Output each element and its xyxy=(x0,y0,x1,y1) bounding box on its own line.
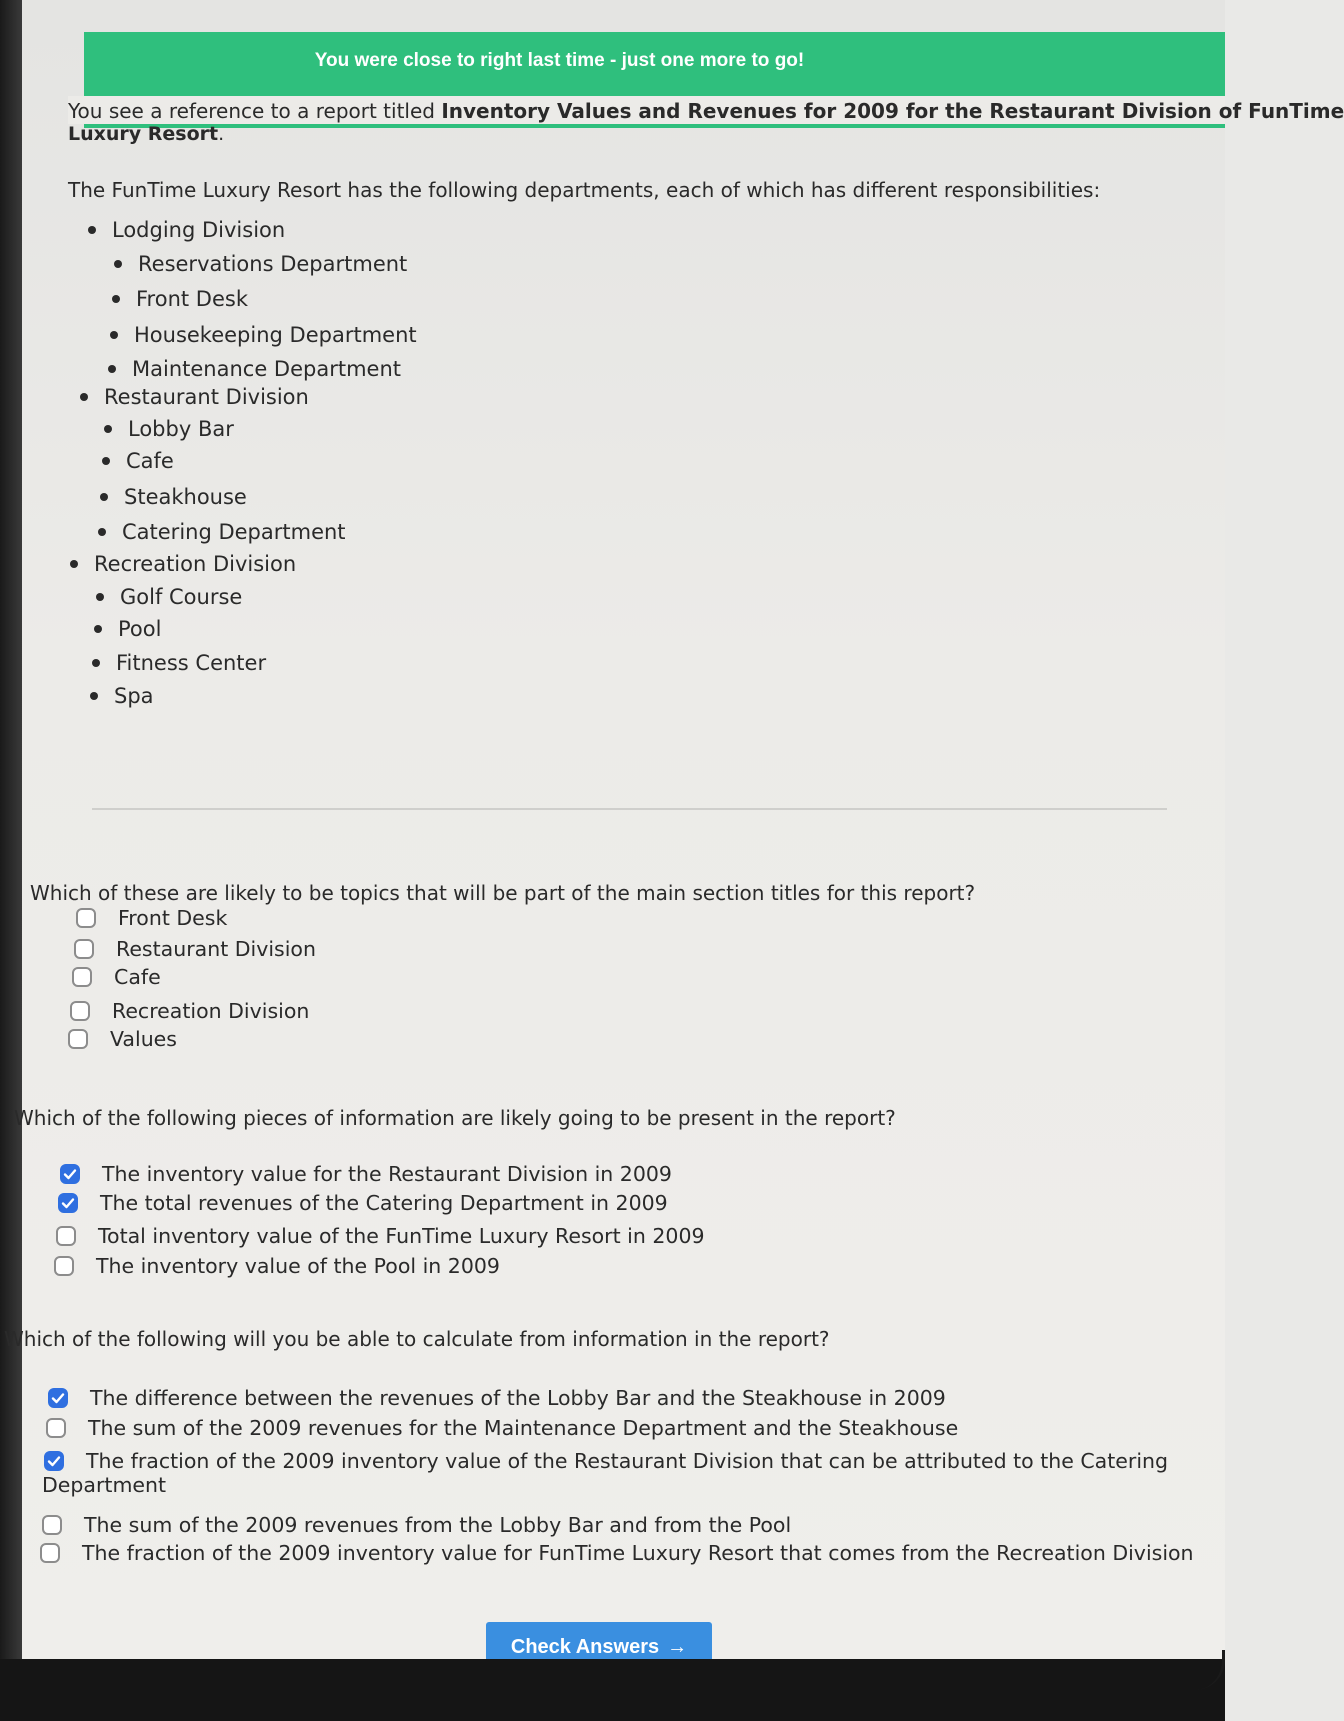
answer-option[interactable] xyxy=(58,1191,668,1215)
answer-option[interactable] xyxy=(76,906,227,930)
answer-option-label: The sum of the 2009 revenues from the Lobby Bar and from the Pool xyxy=(84,1513,792,1537)
answer-option[interactable] xyxy=(56,1224,705,1248)
answer-option[interactable] xyxy=(54,1254,500,1278)
bullet-dot-icon xyxy=(70,560,78,568)
department-item-label: Spa xyxy=(114,684,154,708)
answer-option[interactable] xyxy=(40,1541,1194,1565)
bullet-dot-icon xyxy=(92,659,100,667)
question-prompt: Which of the following pieces of information are likely going to be present in the report? xyxy=(14,1106,896,1130)
department-item-label: Front Desk xyxy=(136,287,248,311)
division-item xyxy=(70,552,296,576)
feedback-banner xyxy=(84,32,1225,90)
checkbox-icon[interactable] xyxy=(72,967,92,987)
checkbox-checked-icon[interactable] xyxy=(44,1451,64,1471)
answer-option-label: Values xyxy=(110,1027,177,1051)
answer-option[interactable] xyxy=(72,965,161,989)
screen xyxy=(22,0,1225,1659)
department-item xyxy=(96,585,242,609)
checkbox-icon[interactable] xyxy=(76,908,96,928)
checkbox-icon[interactable] xyxy=(68,1029,88,1049)
checkbox-checked-icon[interactable] xyxy=(48,1388,68,1408)
answer-option-label: The sum of the 2009 revenues for the Maintenance Department and the Steakhouse xyxy=(88,1416,959,1440)
department-item-label: Steakhouse xyxy=(124,485,247,509)
department-item-label: Catering Department xyxy=(122,520,346,544)
answer-option-label: Total inventory value of the FunTime Luxury Resort in 2009 xyxy=(98,1224,705,1248)
answer-option-label: Cafe xyxy=(114,965,161,989)
report-reference xyxy=(68,96,1344,145)
answer-option-label: The inventory value for the Restaurant Division in 2009 xyxy=(102,1162,672,1186)
bullet-dot-icon xyxy=(104,425,112,433)
answer-option[interactable] xyxy=(44,1449,1168,1473)
banner-text: You were close to right last time - just one more to go! xyxy=(314,50,805,71)
bullet-dot-icon xyxy=(96,593,104,601)
bullet-dot-icon xyxy=(94,625,102,633)
answer-option[interactable] xyxy=(68,1027,177,1051)
answer-option-label: Recreation Division xyxy=(112,999,310,1023)
checkbox-checked-icon[interactable] xyxy=(60,1164,80,1184)
checkbox-icon[interactable] xyxy=(56,1226,76,1246)
department-item xyxy=(100,485,247,509)
division-item-label: Restaurant Division xyxy=(104,385,309,409)
bullet-dot-icon xyxy=(114,260,122,268)
answer-option[interactable] xyxy=(46,1416,958,1440)
checkbox-icon[interactable] xyxy=(54,1256,74,1276)
bullet-dot-icon xyxy=(110,331,118,339)
department-item-label: Cafe xyxy=(126,449,174,473)
bullet-dot-icon xyxy=(100,493,108,501)
division-item xyxy=(88,218,285,242)
answer-option[interactable] xyxy=(74,937,316,961)
answer-option[interactable] xyxy=(70,999,309,1023)
department-item xyxy=(112,287,248,311)
check-answers-label: Check Answers xyxy=(510,1635,660,1658)
departments-intro: The FunTime Luxury Resort has the following departments, each of which has different responsibilities: xyxy=(68,178,1101,202)
department-item xyxy=(114,252,407,276)
department-item xyxy=(90,684,154,708)
department-item-label: Lobby Bar xyxy=(128,417,234,441)
arrow-right-icon: → xyxy=(667,1635,688,1658)
department-item-label: Pool xyxy=(118,617,162,641)
answer-option-label-continued: Department xyxy=(42,1473,167,1497)
checkbox-icon[interactable] xyxy=(70,1001,90,1021)
device-bezel-bottom xyxy=(0,1659,1225,1721)
answer-option-label: The inventory value of the Pool in 2009 xyxy=(96,1254,500,1278)
answer-option-label: The fraction of the 2009 inventory value for FunTime Luxury Resort that comes from the Recreation Division xyxy=(82,1541,1194,1565)
bullet-dot-icon xyxy=(102,457,110,465)
checkbox-checked-icon[interactable] xyxy=(58,1193,78,1213)
department-item-label: Fitness Center xyxy=(116,651,267,675)
device-bezel-left xyxy=(0,0,22,1721)
question-prompt: Which of these are likely to be topics that will be part of the main section titles for this report? xyxy=(30,881,976,905)
answer-option-label: The difference between the revenues of the Lobby Bar and the Steakhouse in 2009 xyxy=(90,1386,946,1410)
answer-option[interactable] xyxy=(42,1513,791,1537)
bullet-dot-icon xyxy=(98,528,106,536)
department-item xyxy=(104,417,234,441)
bullet-dot-icon xyxy=(80,393,88,401)
division-item-label: Lodging Division xyxy=(112,218,286,242)
answer-option-label: The total revenues of the Catering Department in 2009 xyxy=(100,1191,668,1215)
answer-option[interactable] xyxy=(48,1386,946,1410)
department-item xyxy=(102,449,174,473)
department-item xyxy=(110,323,417,347)
bullet-dot-icon xyxy=(90,692,98,700)
checkbox-icon[interactable] xyxy=(42,1515,62,1535)
answer-option-label: Restaurant Division xyxy=(116,937,316,961)
department-item xyxy=(92,651,266,675)
division-item-label: Recreation Division xyxy=(94,552,297,576)
question-prompt: Which of the following will you be able to calculate from information in the report? xyxy=(4,1327,830,1351)
report-title-line1: Inventory Values and Revenues for 2009 for the Restaurant Division of FunTime xyxy=(441,99,1344,123)
checkbox-icon[interactable] xyxy=(74,939,94,959)
bullet-dot-icon xyxy=(108,365,116,373)
division-item xyxy=(80,385,309,409)
checkbox-icon[interactable] xyxy=(40,1543,60,1563)
department-item-label: Housekeeping Department xyxy=(134,323,417,347)
department-item xyxy=(98,520,346,544)
answer-option[interactable] xyxy=(60,1162,672,1186)
answer-option-label: The fraction of the 2009 inventory value of the Restaurant Division that can be attributed to the Catering xyxy=(86,1449,1169,1473)
department-item-label: Reservations Department xyxy=(138,252,408,276)
department-item-label: Maintenance Department xyxy=(132,357,401,381)
bullet-dot-icon xyxy=(112,295,120,303)
department-item-label: Golf Course xyxy=(120,585,243,609)
intro-prefix: You see a reference to a report titled xyxy=(68,99,442,123)
answer-option-label: Front Desk xyxy=(118,906,228,930)
bullet-dot-icon xyxy=(88,226,96,234)
department-item xyxy=(94,617,161,641)
department-item xyxy=(108,357,401,381)
report-title-line2: Luxury Resort. xyxy=(68,123,225,145)
section-divider xyxy=(92,808,1167,810)
checkbox-icon[interactable] xyxy=(46,1418,66,1438)
